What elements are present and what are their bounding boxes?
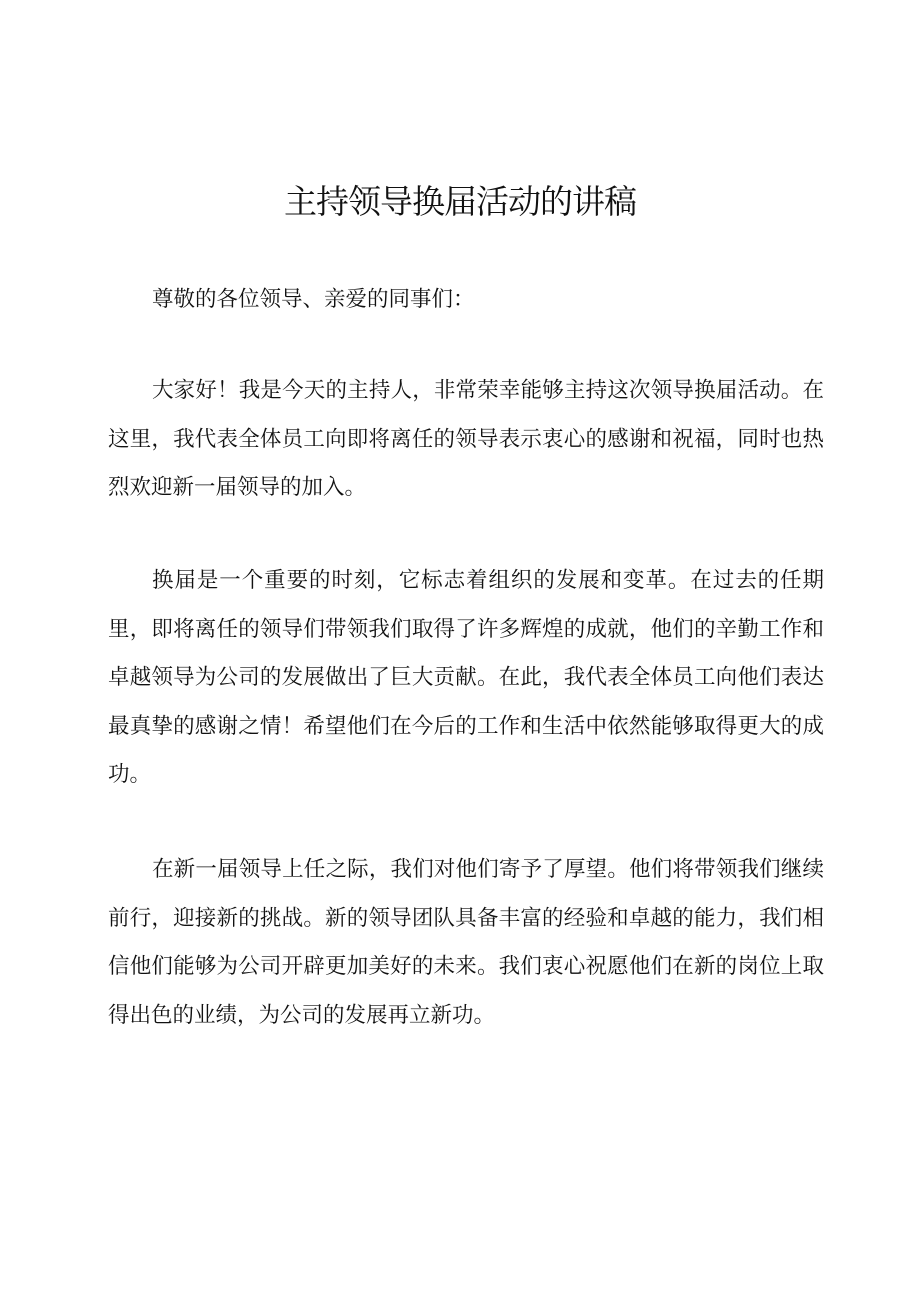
document-title: 主持领导换届活动的讲稿 bbox=[284, 182, 636, 221]
paragraph-block-3 bbox=[108, 846, 824, 1040]
paragraph-block-1 bbox=[108, 367, 824, 513]
greeting-line: 尊敬的各位领导、亲爱的同事们： bbox=[152, 287, 475, 312]
paragraph-2: 换届是一个重要的时刻，它标志着组织的发展和变革。在过去的任期里，即将离任的领导们带领我们取得了许多辉煌的成就，他们的辛勤工作和卓越领导为公司的发展做出了巨大贡献。在此，我代表全体员工向他们表达最真挚的感谢之情！希望他们在今后的工作和生活中依然能够取得更大的成功。 bbox=[108, 568, 824, 787]
paragraph-block-2 bbox=[108, 557, 824, 800]
paragraph-3: 在新一届领导上任之际，我们对他们寄予了厚望。他们将带领我们继续前行，迎接新的挑战。新的领导团队具备丰富的经验和卓越的能力，我们相信他们能够为公司开辟更加美好的未来。我们衷心祝愿他们在新的岗位上取得出色的业绩，为公司的发展再立新功。 bbox=[108, 857, 824, 1028]
greeting-block bbox=[108, 276, 824, 325]
paragraph-1: 大家好！我是今天的主持人，非常荣幸能够主持这次领导换届活动。在这里，我代表全体员工向即将离任的领导表示衷心的感谢和祝福，同时也热烈欢迎新一届领导的加入。 bbox=[108, 378, 824, 500]
